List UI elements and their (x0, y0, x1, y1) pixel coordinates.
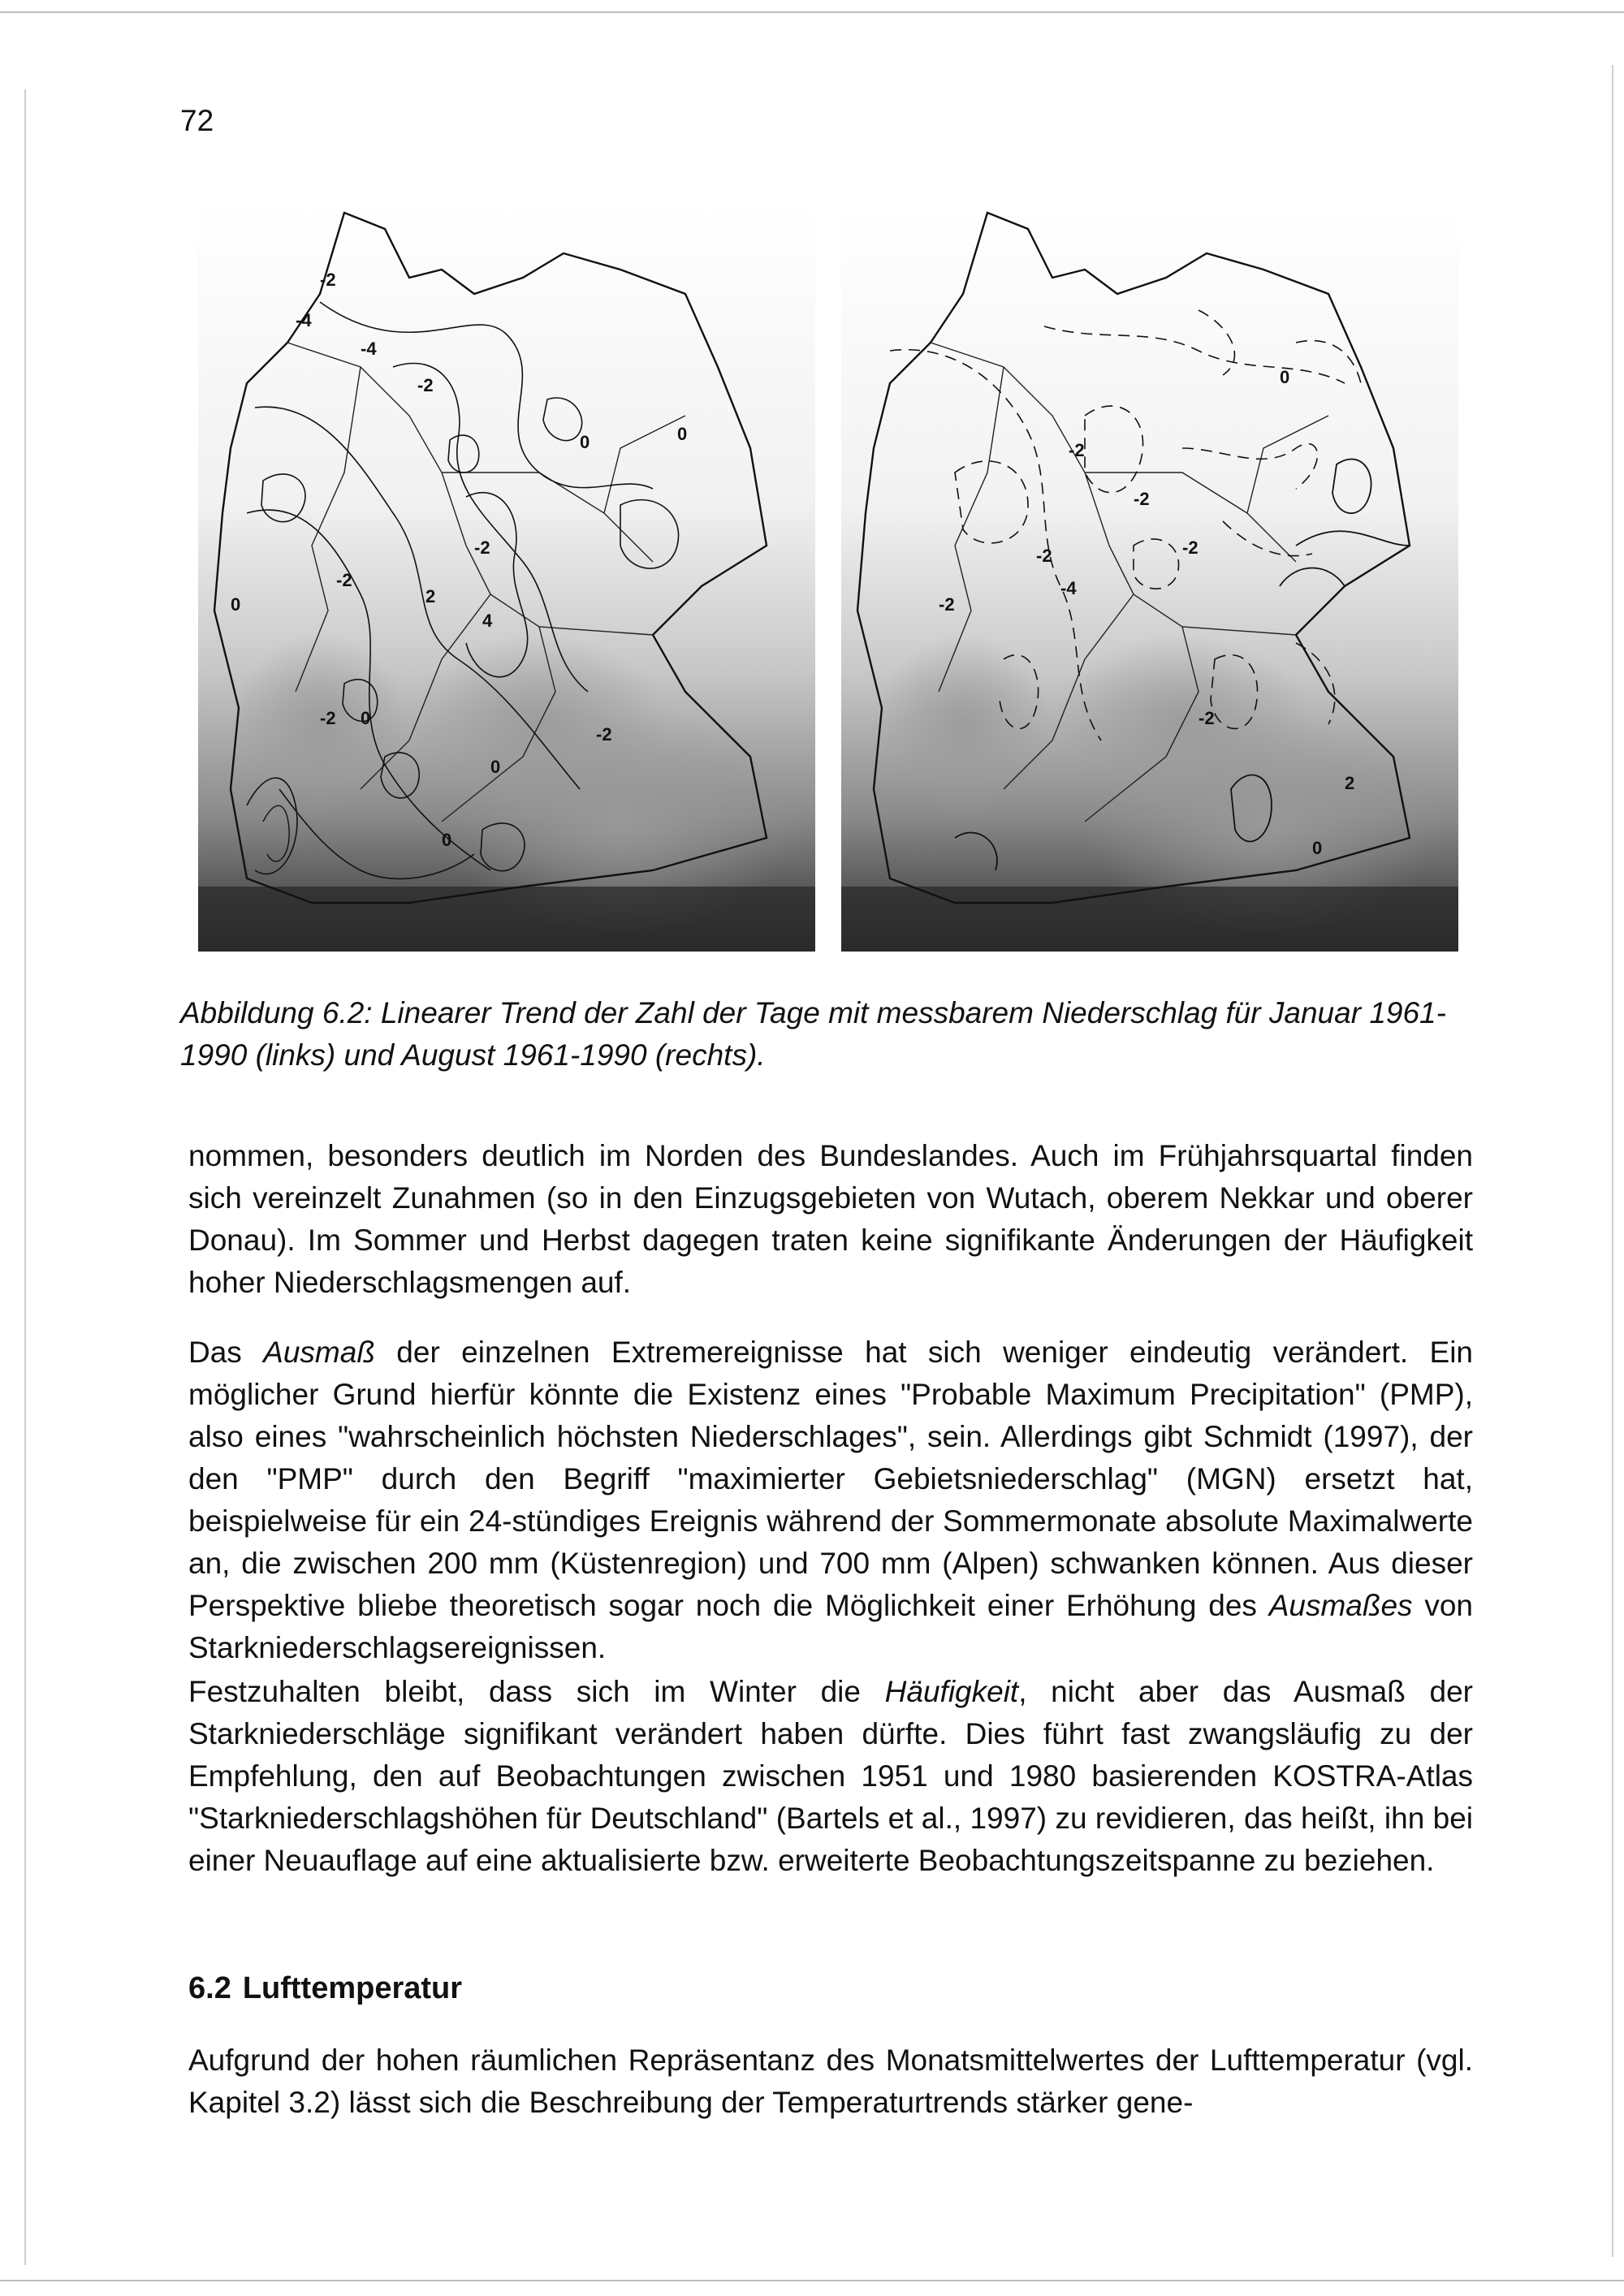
figure-map-august (841, 205, 1458, 952)
scan-border-right (1612, 65, 1613, 2257)
contour-label: -2 (1182, 537, 1199, 558)
paragraph-1: nommen, besonders deutlich im Norden des Bundeslandes. Auch im Frühjahrsquartal finden sich vereinzelt Zunahmen (so in den Einzugsgebieten von Wutach, oberem Nekkar und oberer Donau). Im Sommer und Herbst dagegen traten keine signifikante Änderungen der Häufigkeit hoher Niederschlagsmengen auf. (188, 1139, 1473, 1299)
paragraph-4: Aufgrund der hohen räumlichen Repräsentanz des Monatsmittelwertes der Lufttemperatur (vgl. Kapitel 3.2) lässt sich die Beschreibung der Temperaturtrends stärker gene- (188, 2044, 1473, 2119)
contour-label: 0 (361, 708, 371, 728)
contour-label: 0 (442, 830, 452, 850)
contour-label: 0 (677, 424, 688, 444)
contour-label: 4 (482, 611, 493, 631)
scan-border-top (0, 11, 1624, 13)
figure-caption: Abbildung 6.2: Linearer Trend der Zahl der Tage mit messbarem Niederschlag für Januar 1961-1990 (links) und August 1961-1990 (rechts). (180, 996, 1446, 1072)
section-title: Lufttemperatur (242, 1971, 463, 2005)
map-january-svg (198, 205, 815, 952)
contour-label: -4 (296, 310, 312, 330)
relief-alps (198, 887, 815, 952)
page-number: 72 (180, 104, 214, 137)
contour-label: -4 (1060, 578, 1077, 598)
contour-label: 0 (490, 757, 501, 777)
contour-label: -4 (361, 339, 377, 359)
paragraph-2-text-b: der einzelnen Extremereignisse hat sich weniger eindeutig verändert. Ein möglicher Grund hierfür könnte die Existenz eines "Probable Maximum Precipitation" (PMP), also eines "wahrscheinlich höchsten Niederschlages", sein. Allerdings gibt Schmidt (1997), der den "PMP" durch den Begriff "maximierter Gebietsniederschlag" (MGN) ersetzt hat, beispielweise für ein 24-stündiges Ereignis während der Sommermonate absolute Maximalwerte an, die zwischen 200 mm (Küstenregion) und 700 mm (Alpen) schwanken können. Aus dieser Perspektive bliebe theoretisch sogar noch die Möglichkeit einer Erhöhung des (188, 1336, 1473, 1622)
contour-label: -2 (320, 270, 336, 290)
paragraph-2 (188, 1331, 1473, 1669)
figure-map-january (198, 205, 815, 952)
contour-label: 0 (580, 432, 590, 452)
scan-border-bottom (0, 2280, 1624, 2281)
map-august-svg (841, 205, 1458, 952)
term-ausmasses: Ausmaßes (1268, 1589, 1413, 1622)
section-number: 6.2 (188, 1971, 231, 2005)
term-ausmass: Ausmaß (263, 1336, 375, 1369)
contour-label: -2 (1134, 489, 1150, 509)
contour-label: -2 (474, 537, 490, 558)
paragraph-3 (188, 1671, 1473, 1882)
paragraph-2-text-c: von Starkniederschlagsereignissen. (188, 1589, 1474, 1664)
contour-label: 2 (425, 586, 436, 606)
contour-label: -2 (336, 570, 352, 590)
contour-label: 0 (231, 594, 241, 615)
contour-label: -2 (596, 724, 612, 744)
contour-label: -2 (320, 708, 336, 728)
scan-border-left (24, 89, 26, 2265)
relief-alps (841, 887, 1458, 952)
contour-label: 0 (1312, 838, 1323, 858)
contour-label: -2 (939, 594, 955, 615)
section-heading (188, 1971, 462, 2006)
contour-label: -2 (417, 375, 434, 395)
contour-label: -2 (1036, 546, 1052, 566)
term-haeufigkeit: Häufigkeit (884, 1675, 1019, 1708)
paragraph-2-text-a: Das (188, 1336, 264, 1369)
contour-label: 0 (1280, 367, 1290, 387)
paragraph-3-text-a: Festzuhalten bleibt, dass sich im Winter die (188, 1675, 885, 1708)
contour-label: 2 (1345, 773, 1355, 793)
paragraph-3-text-b: , nicht aber das Ausmaß der Starkniederschläge signifikant verändert haben dürfte. Dies führt fast zwangsläufig zu der Empfehlung, den auf Beobachtungen zwischen 1951 und 1980 basierenden KOSTRA-Atlas "Starkniederschlagshöhen für Deutschland" (Bartels et al., 1997) zu revidieren, das heißt, ihn bei einer Neuauflage auf eine aktualisierte bzw. erweiterte Beobachtungszeitspanne zu beziehen. (188, 1675, 1473, 1877)
contour-label: -2 (1199, 708, 1215, 728)
relief-west (874, 635, 1052, 814)
contour-label: -2 (1069, 440, 1085, 460)
